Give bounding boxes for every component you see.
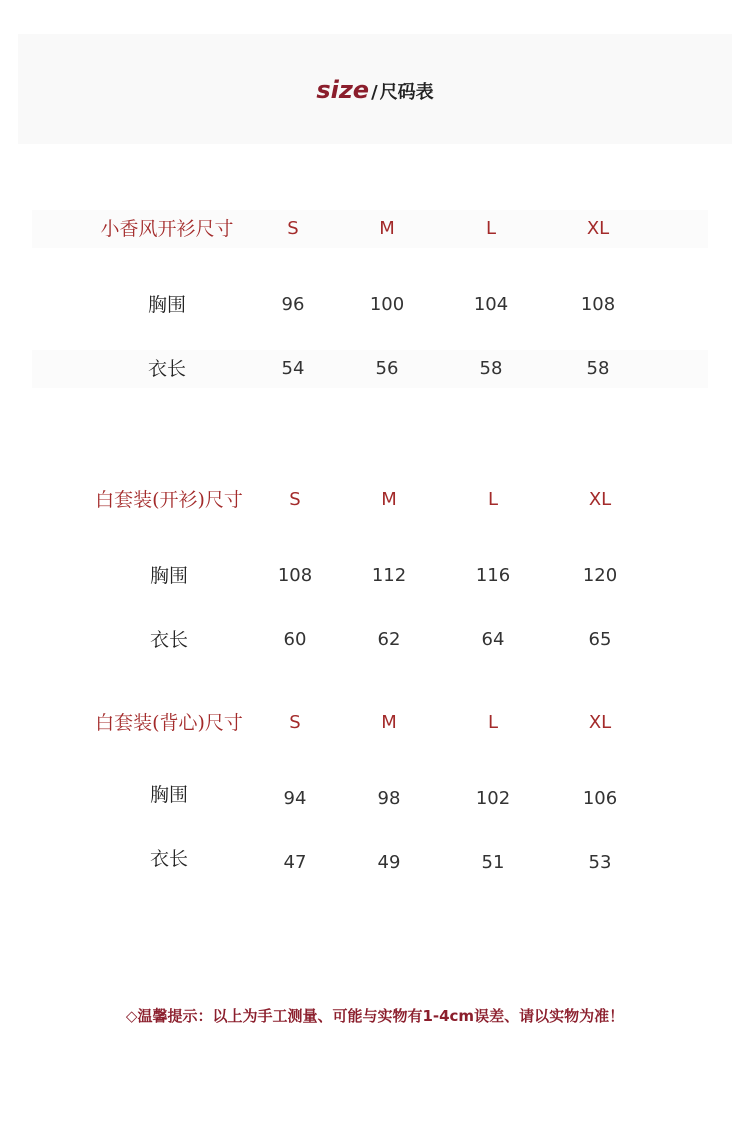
row-label: 胸围	[147, 294, 187, 316]
table-row-chest	[0, 290, 750, 320]
row-label: 衣长	[147, 358, 187, 380]
cell-value: 94	[283, 788, 307, 809]
size-header-xl: XL	[588, 712, 612, 733]
cell-value: 56	[375, 358, 399, 379]
row-label: 衣长	[149, 629, 189, 651]
table-row-length	[0, 354, 750, 384]
cell-value: 100	[369, 294, 405, 315]
size-header-l: L	[487, 489, 499, 510]
page-title-separator: /	[371, 82, 378, 103]
table-header-row	[0, 485, 750, 515]
row-label: 胸围	[149, 784, 189, 806]
page-title	[0, 76, 750, 107]
page-title-en: size	[316, 76, 370, 104]
cell-value: 60	[283, 629, 307, 650]
cell-value: 47	[283, 852, 307, 873]
size-header-s: S	[287, 218, 299, 239]
size-header-l: L	[487, 712, 499, 733]
cell-value: 116	[475, 565, 511, 586]
cell-value: 64	[481, 629, 505, 650]
table-header-row	[0, 708, 750, 738]
cell-value: 98	[377, 788, 401, 809]
cell-value: 106	[582, 788, 618, 809]
cell-value: 120	[582, 565, 618, 586]
cell-value: 65	[588, 629, 612, 650]
size-header-xl: XL	[586, 218, 610, 239]
cell-value: 49	[377, 852, 401, 873]
table-title: 白套装(开衫)尺寸	[95, 489, 243, 511]
size-header-s: S	[289, 712, 301, 733]
table-row-length	[0, 848, 750, 878]
size-header-s: S	[289, 489, 301, 510]
table-title: 白套装(背心)尺寸	[95, 712, 243, 734]
table-row-length	[0, 625, 750, 655]
size-header-l: L	[485, 218, 497, 239]
cell-value: 51	[481, 852, 505, 873]
size-header-xl: XL	[588, 489, 612, 510]
cell-value: 62	[377, 629, 401, 650]
row-label: 胸围	[149, 565, 189, 587]
size-header-m: M	[381, 489, 397, 510]
cell-value: 54	[281, 358, 305, 379]
cell-value: 108	[580, 294, 616, 315]
cell-value: 102	[475, 788, 511, 809]
cell-value: 53	[588, 852, 612, 873]
cell-value: 58	[479, 358, 503, 379]
page-title-cn: 尺码表	[379, 82, 434, 103]
cell-value: 96	[281, 294, 305, 315]
size-header-m: M	[381, 712, 397, 733]
cell-value: 108	[277, 565, 313, 586]
cell-value: 58	[586, 358, 610, 379]
row-label: 衣长	[149, 848, 189, 870]
measurement-note: ◇温馨提示：以上为手工测量、可能与实物有1-4cm误差、请以实物为准！	[125, 1007, 625, 1025]
size-header-m: M	[379, 218, 395, 239]
table-header-row	[0, 214, 750, 244]
table-title: 小香风开衫尺寸	[100, 218, 234, 240]
cell-value: 112	[371, 565, 407, 586]
table-row-chest	[0, 784, 750, 814]
table-row-chest	[0, 561, 750, 591]
cell-value: 104	[473, 294, 509, 315]
